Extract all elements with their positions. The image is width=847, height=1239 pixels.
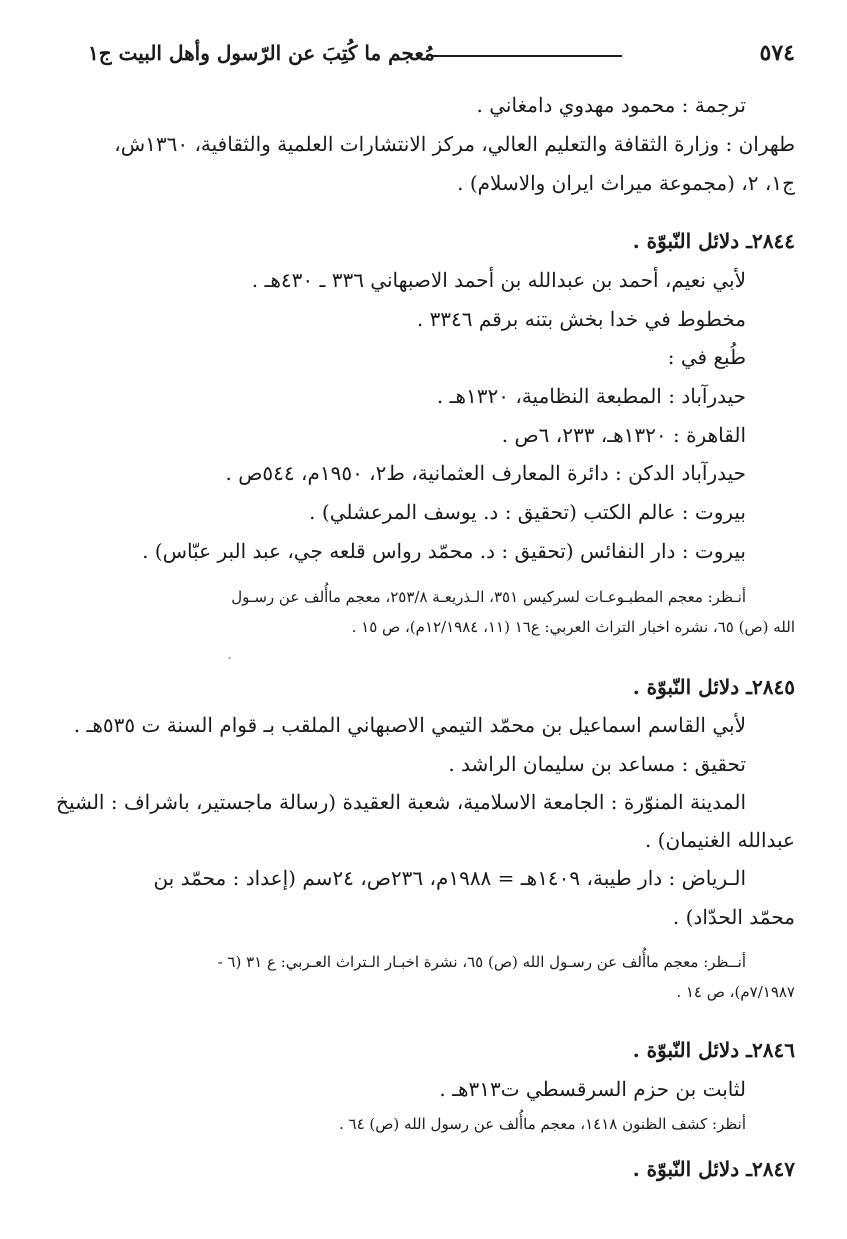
text-line: القاهرة : ١٣٢٠هـ، ٢٣٣، ٦ص . — [501, 423, 746, 447]
text-line: حيدرآباد الدكن : دائرة المعارف العثمانية، ط٢، ١٩٥٠م، ٥٤٤ص . — [225, 461, 746, 485]
header-rule — [432, 55, 622, 57]
entry-heading: ٢٨٤٥ـ دلائل النّبوّة . — [632, 675, 795, 699]
entry-heading: ٢٨٤٤ـ دلائل النّبوّة . — [632, 229, 795, 253]
text-line: محمّد الحدّاد) . — [672, 905, 795, 929]
text-line: لأبي القاسم اسماعيل بن محمّد التيمي الاصبهاني الملقب بـ قوام السنة ت ٥٣٥هـ . — [73, 713, 746, 737]
reference-note: أنـظر: معجم المطبـوعـات لسركيس ٣٥١، الـذريعـة ٢٥٣/٨، معجم ماأُلف عن رسـول — [231, 588, 746, 606]
text-line: لثابت بن حزم السرقسطي ت٣١٣هـ . — [439, 1077, 746, 1101]
text-line: الـرياض : دار طيبة، ١٤٠٩هـ = ١٩٨٨م، ٢٣٦ص، ٢٤سم (إعداد : محمّد بن — [153, 866, 746, 890]
reference-note: ٧/١٩٨٧م)، ص ١٤ . — [676, 983, 795, 1001]
reference-note: الله (ص) ٦٥، نشره اخبار التراث العربي: ع١٦ (١١، ١٢/١٩٨٤م)، ص ١٥ . — [351, 618, 795, 636]
text-line: طهران : وزارة الثقافة والتعليم العالي، مركز الانتشارات العلمية والثقافية، ١٣٦٠ش، — [114, 132, 795, 156]
text-line: ترجمة : محمود مهدوي دامغاني . — [476, 93, 746, 117]
text-line: المدينة المنوّرة : الجامعة الاسلامية، شعبة العقيدة (رسالة ماجستير، باشراف : الشيخ — [56, 790, 746, 814]
text-line: طُبع في : — [667, 345, 746, 369]
reference-note: أنظر: كشف الظنون ١٤١٨، معجم ماأُلف عن رسول الله (ص) ٦٤ . — [338, 1115, 746, 1133]
text-line: لأبي نعيم، أحمد بن عبدالله بن أحمد الاصبهاني ٣٣٦ ـ ٤٣٠هـ . — [251, 268, 746, 292]
page-speck — [228, 657, 231, 659]
text-line: تحقيق : مساعد بن سليمان الراشد . — [448, 752, 746, 776]
text-line: حيدرآباد : المطبعة النظامية، ١٣٢٠هـ . — [436, 384, 746, 408]
reference-note: أنــظر: معجم ماأُلف عن رسـول الله (ص) ٦٥، نشرة اخبـار الـتراث العـربي: ع ٣١ (٦ - — [217, 953, 746, 971]
entry-heading: ٢٨٤٧ـ دلائل النّبوّة . — [632, 1157, 795, 1181]
text-line: ج١، ٢، (مجموعة ميراث ايران والاسلام) . — [457, 171, 795, 195]
running-title: مُعجم ما كُتِبَ عن الرّسول وأهل البيت ج١ — [88, 41, 435, 65]
text-line: بيروت : دار النفائس (تحقيق : د. محمّد رواس قلعه جي، عبد البر عبّاس) . — [142, 539, 746, 563]
text-line: مخطوط في خدا بخش بتنه برقم ٣٣٤٦ . — [416, 307, 746, 331]
entry-heading: ٢٨٤٦ـ دلائل النّبوّة . — [632, 1038, 795, 1062]
text-line: بيروت : عالم الكتب (تحقيق : د. يوسف المرعشلي) . — [309, 500, 746, 524]
page-number: ٥٧٤ — [759, 40, 795, 66]
text-line: عبدالله الغنيمان) . — [644, 828, 795, 852]
